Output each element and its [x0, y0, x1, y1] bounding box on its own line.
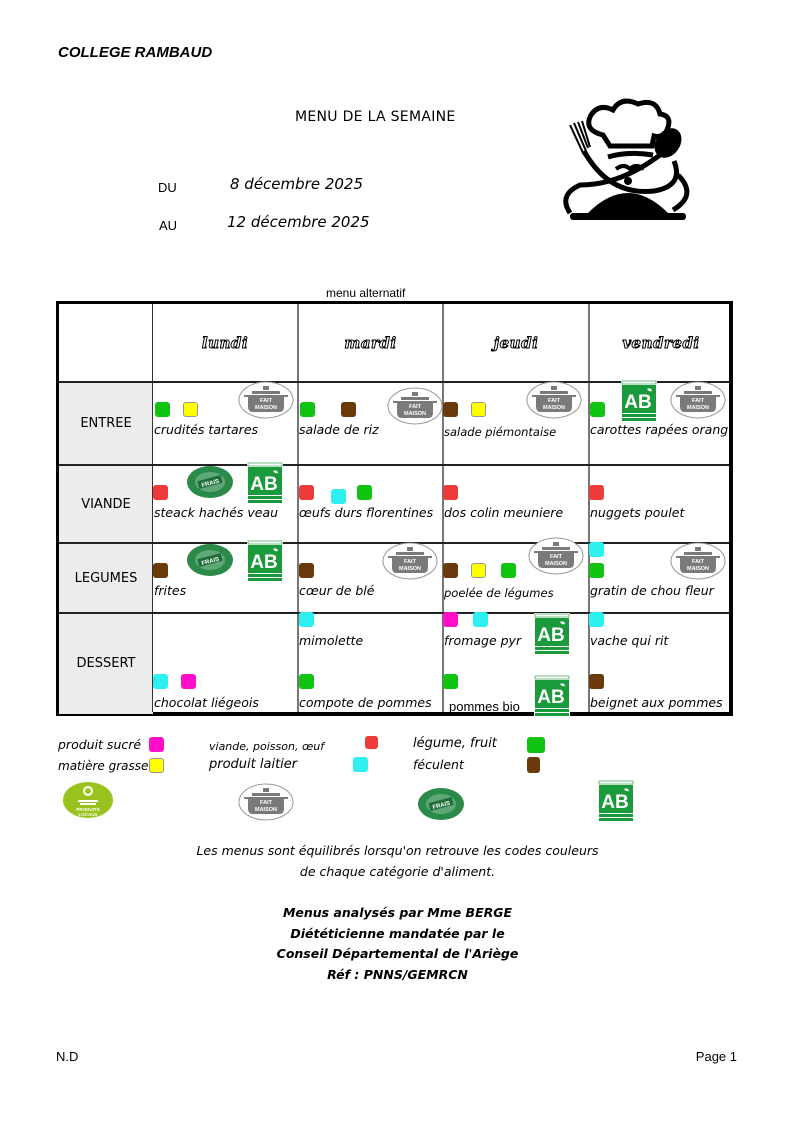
menu-table [56, 301, 733, 716]
row-head-entree [59, 381, 153, 465]
row-head-viande [59, 465, 153, 543]
produit-laitier-swatch [299, 612, 314, 627]
grid-line [59, 464, 729, 466]
note-line-2: de chaque catégorie d'aliment. [299, 864, 496, 879]
dish-viande-jeudi: dos colin meuniere [444, 505, 564, 520]
viande-poisson-oeuf-swatch [153, 485, 168, 500]
legume-fruit-swatch [527, 737, 545, 753]
note-line-5: Conseil Départemental de l'Ariège [276, 946, 519, 961]
agriculture-biologique-icon [598, 780, 634, 822]
alternative-menu-label: menu alternatif [326, 286, 406, 300]
row-head-dessert [59, 613, 153, 714]
dish-entree-mardi: salade de riz [299, 422, 379, 437]
fait-maison-icon [528, 537, 584, 575]
note-line-3: Menus analysés par Mme BERGE [282, 905, 513, 920]
day-header-lundi: lundi [201, 333, 249, 352]
feculent-swatch [299, 563, 314, 578]
feculent-swatch [589, 674, 604, 689]
produit-sucre-swatch [443, 612, 458, 627]
produit-frais-icon [185, 542, 235, 578]
dish-viande-vendredi: nuggets poulet [590, 505, 685, 520]
grid-line [59, 612, 729, 614]
fait-maison-icon [387, 387, 443, 425]
note-line-1: Les menus sont équilibrés lorsqu'on retrouve les codes couleurs [196, 843, 599, 858]
note-line-4: Diététicienne mandatée par le [290, 926, 505, 941]
legend-label-viande: viande, poisson, œuf [209, 740, 325, 753]
fait-maison-icon [526, 381, 582, 419]
legume-fruit-swatch [357, 485, 372, 500]
row-label: ENTREE [80, 415, 132, 431]
dish-dessert-vendredi-1: vache qui rit [590, 633, 669, 648]
dish-entree-jeudi: salade piémontaise [444, 425, 557, 439]
from-date: 8 décembre 2025 [230, 175, 364, 193]
produit-frais-icon [185, 464, 235, 500]
produit-sucre-swatch [149, 737, 164, 752]
viande-poisson-oeuf-swatch [443, 485, 458, 500]
legend-label-matiere-grasse: matière grasse [58, 759, 149, 773]
agriculture-biologique-icon [534, 675, 570, 717]
dish-entree-vendredi: carottes rapées orang [590, 422, 729, 437]
legume-fruit-swatch [300, 402, 315, 417]
matiere-grasse-swatch [149, 758, 164, 773]
legume-fruit-swatch [155, 402, 170, 417]
viande-poisson-oeuf-swatch [589, 485, 604, 500]
school-name: COLLEGE RAMBAUD [58, 44, 213, 61]
legend-label-feculent: féculent [413, 757, 464, 772]
dish-legumes-lundi: frites [154, 583, 187, 598]
fait-maison-icon [382, 542, 438, 580]
row-label: DESSERT [76, 656, 136, 671]
produit-laitier-swatch [589, 542, 604, 557]
dish-legumes-jeudi: poelée de légumes [444, 586, 554, 600]
viande-poisson-oeuf-swatch [299, 485, 314, 500]
legend-label-produit-sucre: produit sucré [58, 737, 142, 752]
dish-dessert-vendredi-2: beignet aux pommes [590, 695, 723, 710]
dish-legumes-mardi: cœur de blé [299, 583, 375, 598]
legend-label-legume-fruit: légume, fruit [413, 736, 497, 751]
matiere-grasse-swatch [471, 402, 486, 417]
day-header-vendredi: vendredi [622, 333, 700, 352]
dish-dessert-mardi-1: mimolette [299, 633, 364, 648]
legend-label-produit-laitier: produit laitier [209, 757, 298, 772]
dish-dessert-lundi-2: chocolat liégeois [154, 695, 259, 710]
feculent-swatch [153, 563, 168, 578]
dish-dessert-jeudi-1: fromage pyr [444, 633, 522, 648]
produit-laitier-swatch [331, 489, 346, 504]
fait-maison-icon [670, 542, 726, 580]
produit-frais-icon [416, 786, 466, 822]
dish-dessert-jeudi-2: pommes bio [449, 699, 520, 714]
to-date: 12 décembre 2025 [227, 213, 370, 231]
row-head-legumes [59, 543, 153, 613]
dish-dessert-mardi-2: compote de pommes [299, 695, 432, 710]
agriculture-biologique-icon [534, 613, 570, 655]
agriculture-biologique-icon [247, 462, 283, 504]
legume-fruit-swatch [299, 674, 314, 689]
agriculture-biologique-icon [247, 540, 283, 582]
produits-locaux-icon [62, 781, 114, 819]
produit-sucre-swatch [181, 674, 196, 689]
to-label: AU [159, 218, 178, 233]
page-title: MENU DE LA SEMAINE [295, 109, 456, 125]
produit-laitier-swatch [353, 757, 368, 772]
feculent-swatch [341, 402, 356, 417]
feculent-swatch [443, 402, 458, 417]
produit-laitier-swatch [473, 612, 488, 627]
legume-fruit-swatch [443, 674, 458, 689]
viande-poisson-oeuf-swatch [365, 736, 378, 749]
row-label: LEGUMES [74, 570, 138, 586]
produit-laitier-swatch [153, 674, 168, 689]
dish-viande-lundi: steack hachés veau [154, 505, 279, 520]
fait-maison-icon [670, 381, 726, 419]
fait-maison-icon [238, 783, 294, 821]
row-label: VIANDE [81, 496, 131, 512]
legume-fruit-swatch [590, 402, 605, 417]
day-header-mardi: mardi [344, 333, 397, 352]
legume-fruit-swatch [501, 563, 516, 578]
matiere-grasse-swatch [183, 402, 198, 417]
legume-fruit-swatch [589, 563, 604, 578]
matiere-grasse-swatch [471, 563, 486, 578]
author-initials: N.D [56, 1049, 79, 1064]
feculent-swatch [443, 563, 458, 578]
fait-maison-icon [238, 381, 294, 419]
feculent-swatch [527, 757, 540, 773]
dish-legumes-vendredi: gratin de chou fleur [590, 583, 714, 598]
dish-viande-mardi: œufs durs florentines [299, 505, 434, 520]
produit-laitier-swatch [589, 612, 604, 627]
dish-entree-lundi: crudités tartares [154, 422, 259, 437]
chef-logo-icon [548, 95, 708, 233]
page-number: Page 1 [695, 1049, 737, 1064]
from-label: DU [158, 180, 177, 195]
note-line-6: Réf : PNNS/GEMRCN [327, 967, 468, 982]
agriculture-biologique-icon [621, 380, 657, 422]
day-header-jeudi: jeudi [493, 333, 539, 352]
